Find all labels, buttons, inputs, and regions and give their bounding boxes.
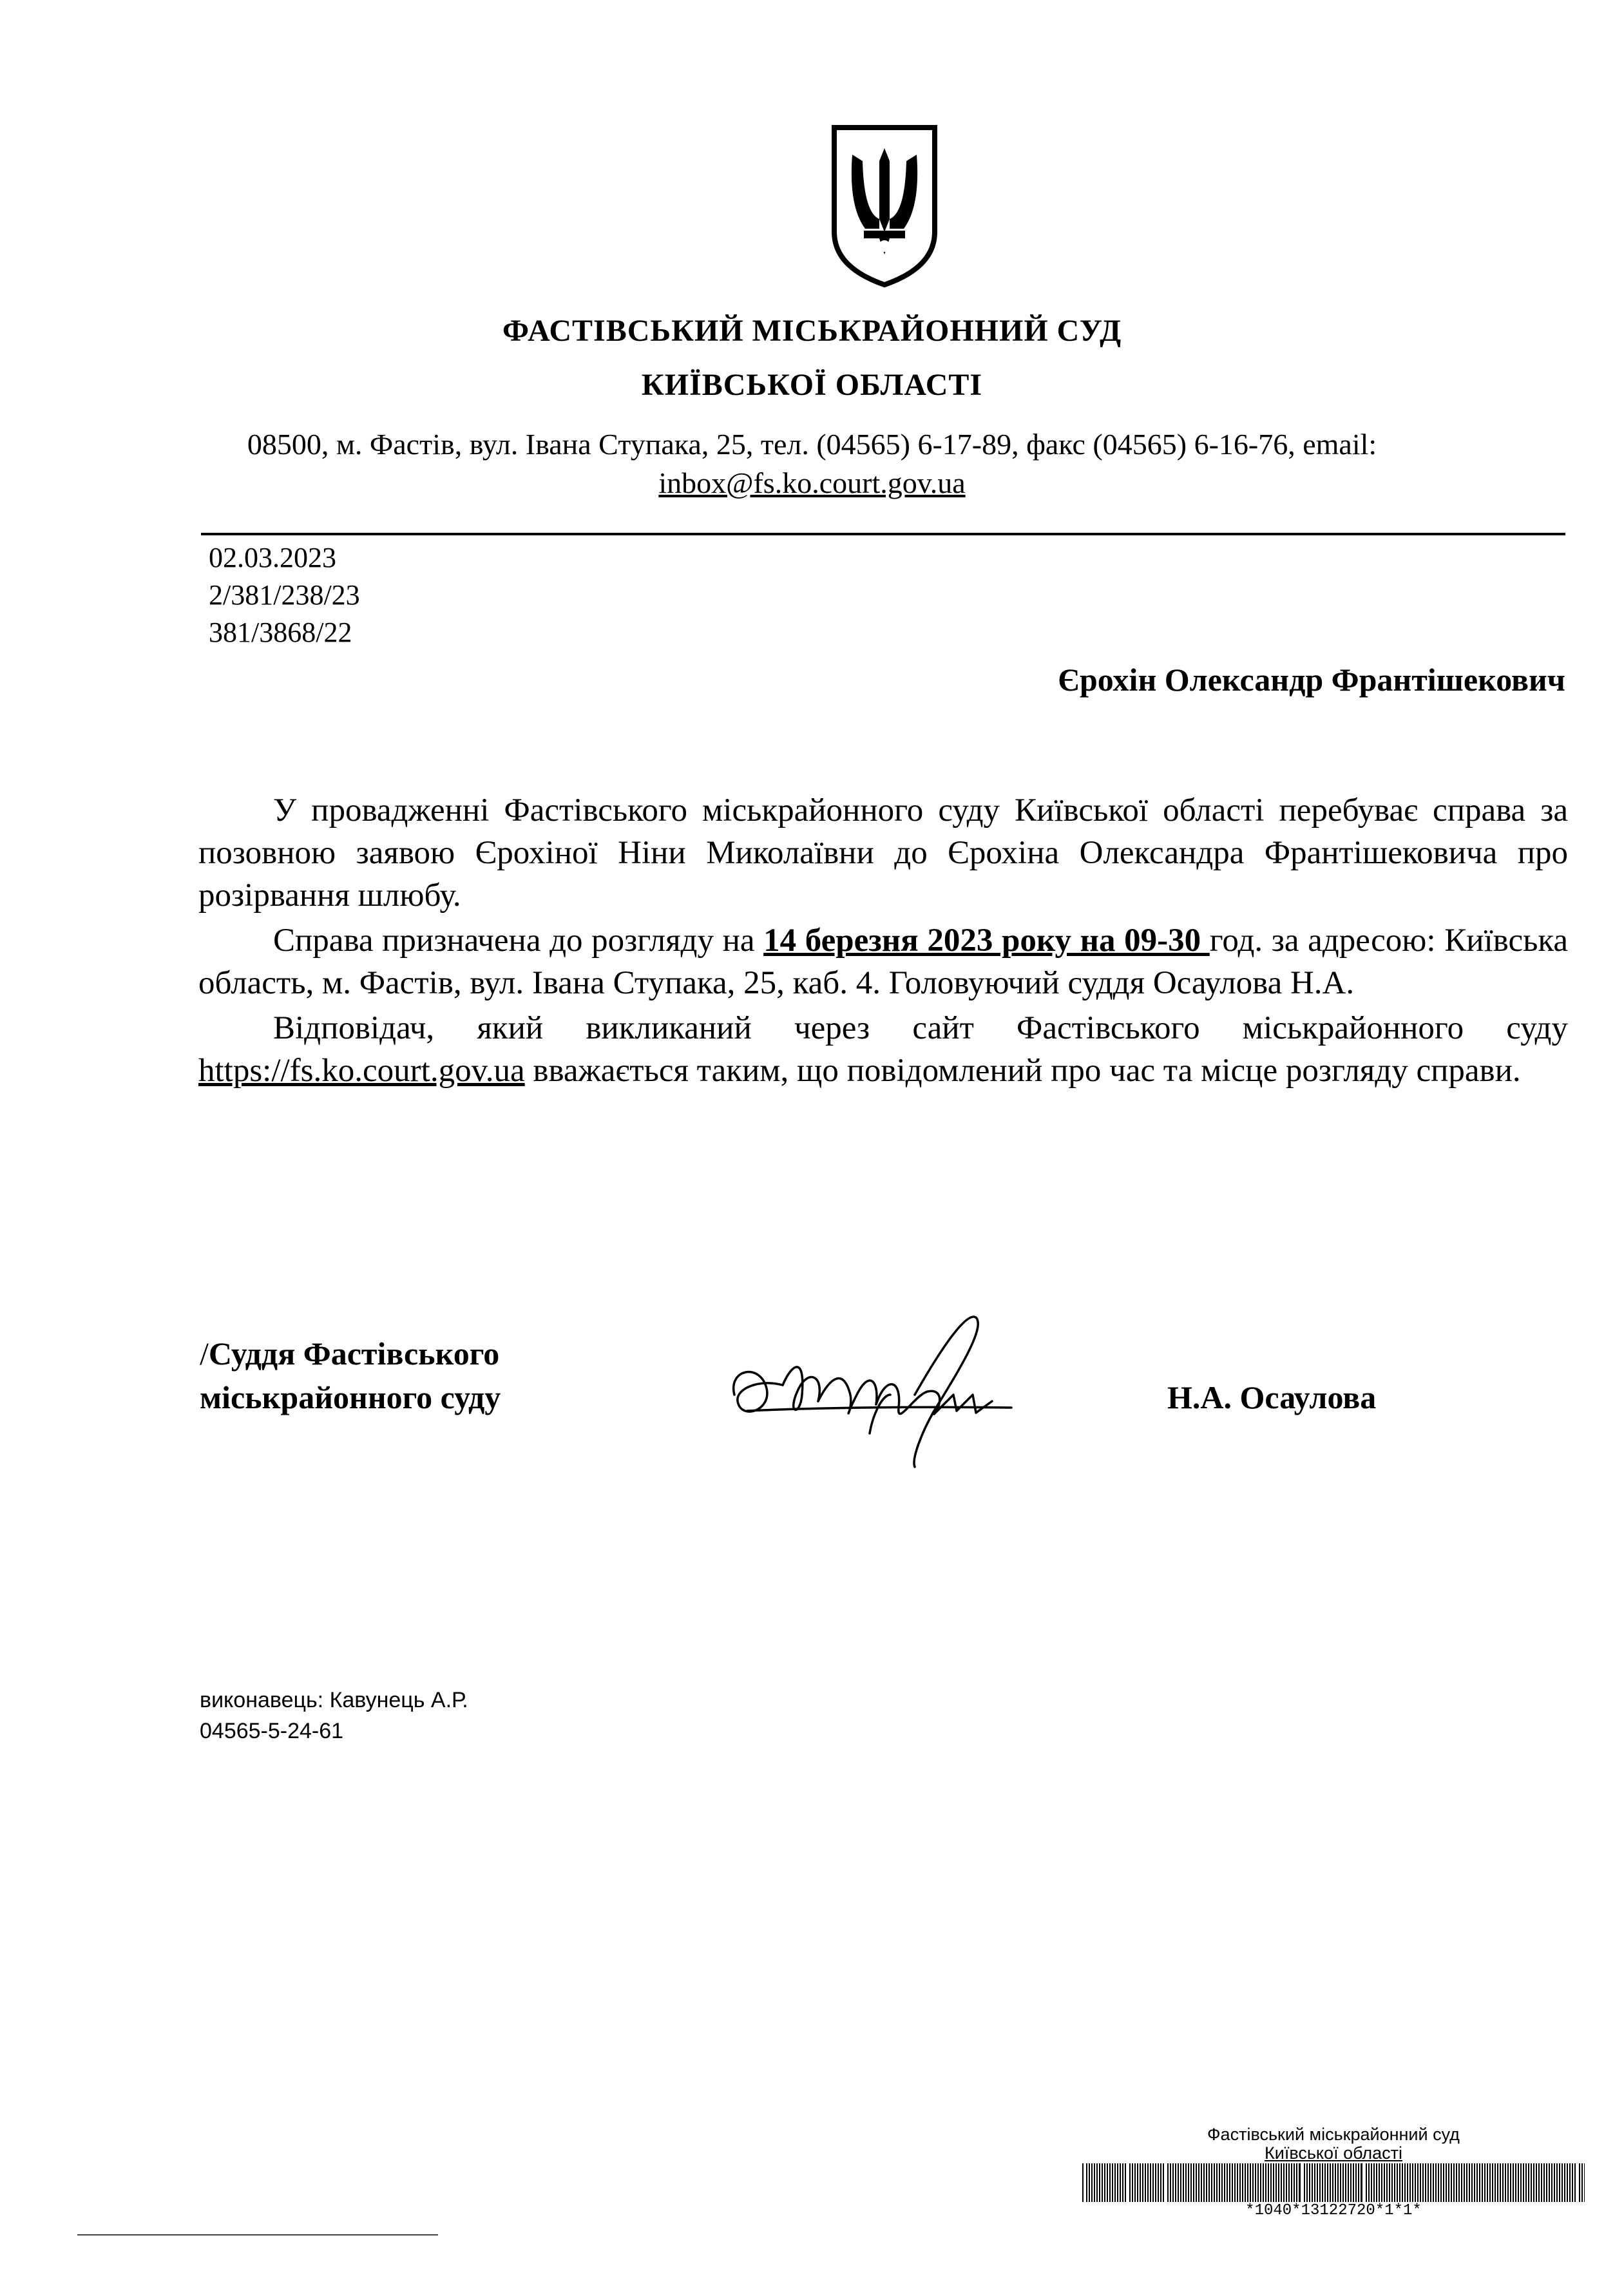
paragraph-notice [198, 1007, 1568, 1092]
court-name-line2: КИЇВСЬКОЇ ОБЛАСТІ [641, 368, 983, 402]
case-number: 381/3868/22 [209, 617, 352, 648]
court-address [193, 425, 1431, 503]
notice-text-before: Відповідач, який викликаний через сайт Фастівського міськрайонного суду [273, 1010, 1568, 1046]
judge-title-line1: /Суддя Фастівського [200, 1335, 500, 1372]
court-name-line1: ФАСТІВСЬКИЙ МІСЬКРАЙОННИЙ СУД [502, 314, 1122, 348]
coat-of-arms-icon [826, 122, 942, 290]
stamp-court-name: Фастівський міськрайонний суд [1207, 2125, 1460, 2144]
hearing-text-before: Справа призначена до розгляду на [273, 923, 764, 959]
header-divider [201, 533, 1565, 535]
handwritten-signature [721, 1298, 1024, 1479]
barcode-number: *1040*13122720*1*1* [1245, 2202, 1422, 2219]
paragraph-proceedings: У провадженні Фастівського міськрайонного суду Київської області перебуває справа за позовною заявою Єрохіної Ніни Миколаївни до Єрохіна Олександра Франтішековича про розірвання шлюбу. [198, 792, 1568, 914]
recipient-name: Єрохін Олександр Франтішекович [1058, 662, 1565, 698]
stamp-court-region: Київської області [1265, 2143, 1402, 2163]
letter-body [198, 789, 1568, 1095]
barcode [1082, 2163, 1585, 2202]
executor-phone: 04565-5-24-61 [200, 1719, 344, 1743]
notice-text-after: вважається таким, що повідомлений про час та місце розгляду справи. [524, 1053, 1521, 1089]
hearing-date: 14 березня 2023 року на 09-30 [763, 923, 1210, 959]
outgoing-number: 2/381/238/23 [209, 579, 360, 611]
address-text: 08500, м. Фастів, вул. Івана Ступака, 25, тел. (04565) 6-17-89, факс (04565) 6-16-76, email: [247, 428, 1377, 461]
judge-name: Н.А. Осаулова [1167, 1379, 1377, 1415]
paragraph-hearing [198, 919, 1568, 1004]
executor-name: виконавець: Кавунець А.Р. [200, 1688, 468, 1712]
court-website-link[interactable]: https://fs.ko.court.gov.ua [198, 1053, 525, 1089]
hearing-text-after: год. за адресою: Київська область, м. Фастів, вул. Івана Ступака, 25, каб. 4. Головуючий суддя Осаулова Н.А. [198, 923, 1568, 1001]
email-link[interactable]: inbox@fs.ko.court.gov.ua [658, 466, 966, 499]
judge-title-line2: міськрайонного суду [200, 1379, 501, 1415]
document-date: 02.03.2023 [209, 542, 336, 573]
footer-line [77, 2234, 438, 2235]
